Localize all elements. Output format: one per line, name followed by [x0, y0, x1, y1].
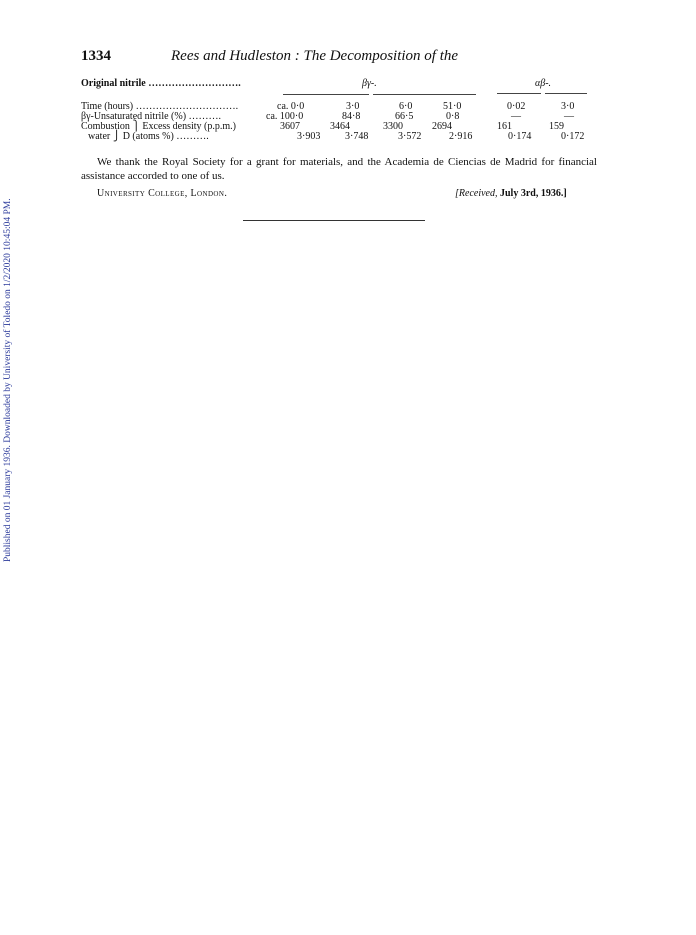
- excess-density-cell: 161: [497, 121, 512, 132]
- time-cell: 6·0: [399, 101, 413, 112]
- time-cell: ca. 0·0: [277, 101, 305, 112]
- beta-gamma-rule-left: [283, 94, 369, 95]
- d-atoms-cell: 0·172: [561, 131, 585, 142]
- d-atoms-cell: 3·903: [297, 131, 321, 142]
- affiliation: University College, London.: [97, 188, 228, 199]
- group-beta-gamma: βγ-.: [362, 78, 377, 89]
- acknowledgement-paragraph: We thank the Royal Society for a grant for materials, and the Academia de Ciencias de Madrid for financial assistance accorded to one of us.: [81, 156, 597, 182]
- received-prefix: [Received,: [455, 188, 498, 199]
- end-rule: [243, 220, 425, 221]
- time-label: Time (hours) ………………………….: [81, 101, 239, 112]
- unsaturated-cell: —: [564, 111, 574, 122]
- excess-density-cell: 3607: [280, 121, 300, 132]
- excess-density-label: Combustion ⎫ Excess density (p.p.m.): [81, 121, 236, 132]
- received-date: July 3rd, 1936.]: [499, 188, 567, 199]
- alpha-beta-rule-left: [497, 93, 541, 94]
- download-notice: Published on 01 January 1936. Downloaded by University of Toledo on 1/2/2020 10:45:04 PM.: [3, 198, 13, 562]
- unsaturated-cell: 66·5: [395, 111, 414, 122]
- d-atoms-cell: 3·748: [345, 131, 369, 142]
- d-atoms-cell: 0·174: [508, 131, 532, 142]
- running-title: Rees and Hudleston : The Decomposition of the: [171, 48, 459, 64]
- d-atoms-label: water ⎭ D (atoms %) ……….: [88, 131, 209, 142]
- excess-density-cell: 159: [549, 121, 564, 132]
- d-atoms-cell: 3·572: [398, 131, 422, 142]
- excess-density-cell: 3464: [330, 121, 350, 132]
- unsaturated-cell: ca. 100·0: [266, 111, 304, 122]
- page-header: [81, 48, 459, 65]
- page-number: 1334: [81, 48, 111, 64]
- excess-density-cell: 2694: [432, 121, 452, 132]
- alpha-beta-rule-right: [545, 93, 587, 94]
- unsaturated-label: βγ-Unsaturated nitrile (%) ……….: [81, 111, 222, 122]
- time-cell: 3·0: [346, 101, 360, 112]
- time-cell: 0·02: [507, 101, 526, 112]
- excess-density-cell: 3300: [383, 121, 403, 132]
- time-cell: 3·0: [561, 101, 575, 112]
- received-note: [455, 188, 567, 199]
- original-nitrile-label: Original nitrile ……………………….: [81, 78, 241, 89]
- unsaturated-cell: —: [511, 111, 521, 122]
- unsaturated-cell: 84·8: [342, 111, 361, 122]
- d-atoms-cell: 2·916: [449, 131, 473, 142]
- beta-gamma-rule-right: [373, 94, 476, 95]
- time-cell: 51·0: [443, 101, 462, 112]
- unsaturated-cell: 0·8: [446, 111, 460, 122]
- group-alpha-beta: αβ-.: [535, 78, 552, 89]
